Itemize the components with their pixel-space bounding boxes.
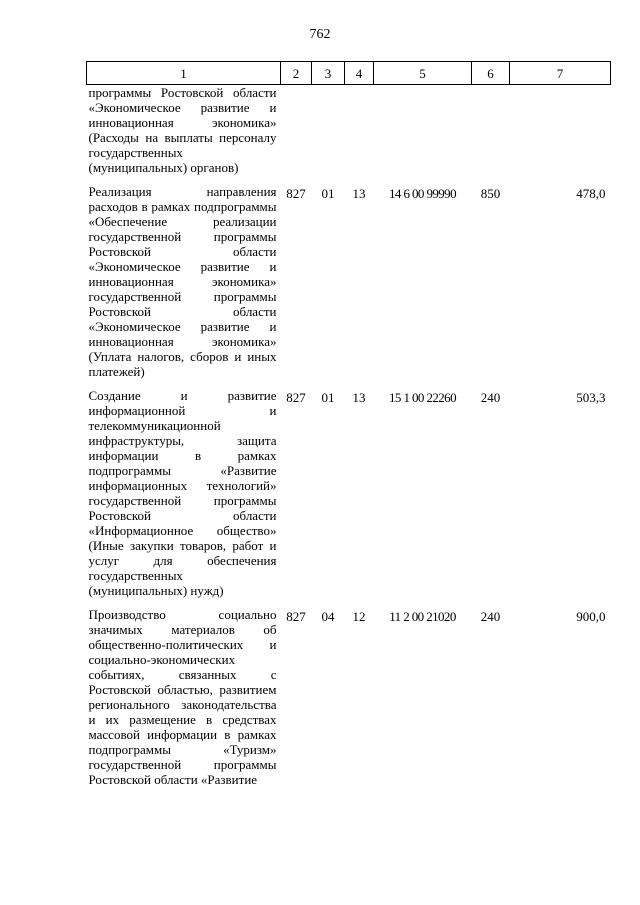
header-col-2: 2 [281,62,312,85]
table-body [87,85,611,797]
row-target-article: 11 2 00 21020 [389,609,456,624]
row-target-article [374,85,472,185]
header-col-1: 1 [87,62,281,85]
table-row [87,388,611,607]
row-amount: 478,0 [576,186,606,201]
budget-table [86,61,611,796]
row-expense-type: 240 [480,390,501,405]
row-section: 04 [321,609,335,624]
header-col-6: 6 [472,62,510,85]
row-ministry [281,85,312,185]
row-ministry: 827 [286,186,306,201]
row-description: Создание и развитие информационной и телекоммуникационной инфраструктуры, защита информации в рамках подпрограммы «Развитие информационных технологий» государственной программы Ростовской области «Информационное общество» (Иные закупки товаров, работ и услуг для обеспечения государственных (муниципальных) нужд) [88,388,277,598]
row-subsection: 13 [352,390,366,405]
header-row [87,62,611,85]
row-subsection: 13 [352,186,366,201]
row-section [312,85,345,185]
row-target-article: 15 1 00 22260 [389,390,456,405]
row-description: программы Ростовской области «Экономическое развитие и инновационная экономика» (Расходы на выплаты персоналу государственных (муниципальных) органов) [88,85,277,175]
table-row [87,607,611,796]
row-subsection: 12 [352,609,366,624]
header-col-4: 4 [345,62,374,85]
page-number: 762 [309,27,331,42]
row-amount: 900,0 [576,609,606,624]
row-subsection [345,85,374,185]
row-section: 01 [321,390,335,405]
row-amount [510,85,611,185]
header-col-5: 5 [374,62,472,85]
row-expense-type [472,85,510,185]
table-header [87,62,611,85]
header-col-7: 7 [510,62,611,85]
table-row [87,85,611,185]
row-ministry: 827 [286,609,306,624]
table-row [87,184,611,388]
row-expense-type: 850 [480,186,501,201]
row-description: Производство социально значимых материалов об общественно-политических и социально-экономических событиях, связанных с Ростовской областью, развитием регионального законодательства и их размещение в средствах массовой информации в рамках подпрограммы «Туризм» государственной программы Ростовской области «Развитие [88,607,277,787]
row-target-article: 14 6 00 99990 [389,186,456,201]
row-ministry: 827 [286,390,306,405]
header-col-3: 3 [312,62,345,85]
row-expense-type: 240 [480,609,501,624]
row-amount: 503,3 [576,390,606,405]
row-section: 01 [321,186,335,201]
row-description: Реализация направления расходов в рамках подпрограммы «Обеспечение реализации государственной программы Ростовской области «Экономическое развитие и инновационная экономика» государственной программы Ростовской области «Экономическое развитие и инновационная экономика» (Уплата налогов, сборов и иных платежей) [88,184,277,379]
